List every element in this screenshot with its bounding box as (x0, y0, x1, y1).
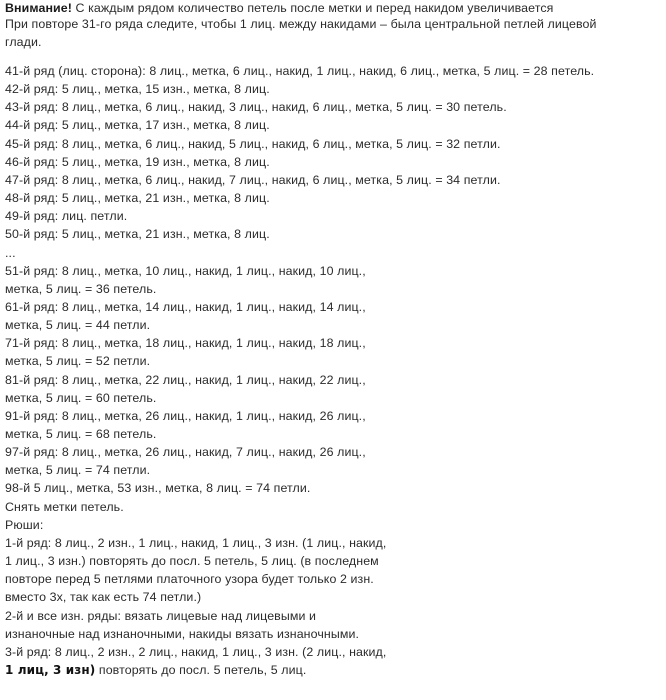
instruction-line: 50-й ряд: 5 лиц., метка, 21 изн., метка, 8 лиц. (5, 227, 270, 242)
last-line (5, 662, 306, 678)
instruction-line: 81-й ряд: 8 лиц., метка, 22 лиц., накид, 1 лиц., накид, 22 лиц., (5, 372, 366, 387)
instruction-line: ... (5, 245, 16, 260)
instruction-line: 1 лиц., 3 изн.) повторять до посл. 5 петель, 5 лиц. (в последнем (5, 554, 379, 568)
instruction-line: 1-й ряд: 8 лиц., 2 изн., 1 лиц., накид, 1 лиц., 3 изн. (1 лиц., накид, (5, 535, 387, 550)
instruction-line: Рюши: (5, 517, 44, 532)
instruction-line: 98-й 5 лиц., метка, 53 изн., метка, 8 лиц. = 74 петли. (5, 481, 311, 496)
instruction-line: 42-й ряд: 5 лиц., метка, 15 изн., метка, 8 лиц. (5, 82, 270, 97)
instruction-line: Снять метки петель. (5, 499, 124, 514)
instruction-line: 45-й ряд: 8 лиц., метка, 6 лиц., накид, 5 лиц., накид, 6 лиц., метка, 5 лиц. = 32 петли. (5, 136, 501, 151)
instruction-line: 48-й ряд: 5 лиц., метка, 21 изн., метка, 8 лиц. (5, 191, 270, 205)
instruction-line: 49-й ряд: лиц. петли. (5, 209, 128, 224)
instruction-line: 2-й и все изн. ряды: вязать лицевые над лицевыми и (5, 608, 317, 623)
instruction-line: метка, 5 лиц. = 60 петель. (5, 390, 157, 405)
instruction-line: метка, 5 лиц. = 52 петли. (5, 354, 151, 369)
instruction-line: метка, 5 лиц. = 36 петель. (5, 281, 157, 296)
instruction-line: метка, 5 лиц. = 44 петли. (5, 318, 151, 333)
instruction-line: 91-й ряд: 8 лиц., метка, 26 лиц., накид, 1 лиц., накид, 26 лиц., (5, 408, 366, 423)
instruction-line: 61-й ряд: 8 лиц., метка, 14 лиц., накид, 1 лиц., накид, 14 лиц., (5, 299, 366, 314)
attention-text: С каждым рядом количество петель после метки и перед накидом увеличивается (71, 1, 554, 15)
instruction-line: 3-й ряд: 8 лиц., 2 изн., 2 лиц., накид, 1 лиц., 3 изн. (2 лиц., накид, (5, 644, 387, 659)
intro-line-2: При повторе 31-го ряда следите, чтобы 1 лиц. между накидами – была центральной петлей лицевой (5, 17, 597, 31)
instruction-line: метка, 5 лиц. = 74 петли. (5, 463, 151, 478)
instruction-line: 44-й ряд: 5 лиц., метка, 17 изн., метка, 8 лиц. (5, 118, 270, 133)
last-line-text: повторять до посл. 5 петель, 5 лиц. (95, 662, 307, 677)
instruction-line: 41-й ряд (лиц. сторона): 8 лиц., метка, 6 лиц., накид, 1 лиц., накид, 6 лиц., метка, 5 лиц. = 28 петель. (5, 64, 595, 78)
handwritten-correction: 1 лиц, 3 изн) (5, 662, 96, 677)
intro-line-3: глади. (5, 35, 42, 49)
instruction-line: 51-й ряд: 8 лиц., метка, 10 лиц., накид, 1 лиц., накид, 10 лиц., (5, 263, 366, 278)
instruction-line: вместо 3х, так как есть 74 петли.) (5, 590, 202, 605)
instruction-line: повторе перед 5 петлями платочного узора будет только 2 изн. (5, 572, 374, 587)
instruction-line: метка, 5 лиц. = 68 петель. (5, 427, 157, 441)
instruction-line: 97-й ряд: 8 лиц., метка, 26 лиц., накид, 7 лиц., накид, 26 лиц., (5, 445, 366, 460)
instruction-line: изнаночные над изнаночными, накиды вязать изнаночными. (5, 626, 360, 641)
instruction-line: 46-й ряд: 5 лиц., метка, 19 изн., метка, 8 лиц. (5, 154, 270, 169)
instruction-line: 71-й ряд: 8 лиц., метка, 18 лиц., накид, 1 лиц., накид, 18 лиц., (5, 336, 366, 351)
instruction-line: 47-й ряд: 8 лиц., метка, 6 лиц., накид, 7 лиц., накид, 6 лиц., метка, 5 лиц. = 34 петли. (5, 172, 501, 187)
instruction-line: 43-й ряд: 8 лиц., метка, 6 лиц., накид, 3 лиц., накид, 6 лиц., метка, 5 лиц. = 30 петель. (5, 100, 507, 115)
attention-label: Внимание! (5, 1, 72, 15)
attention-line (5, 0, 554, 16)
